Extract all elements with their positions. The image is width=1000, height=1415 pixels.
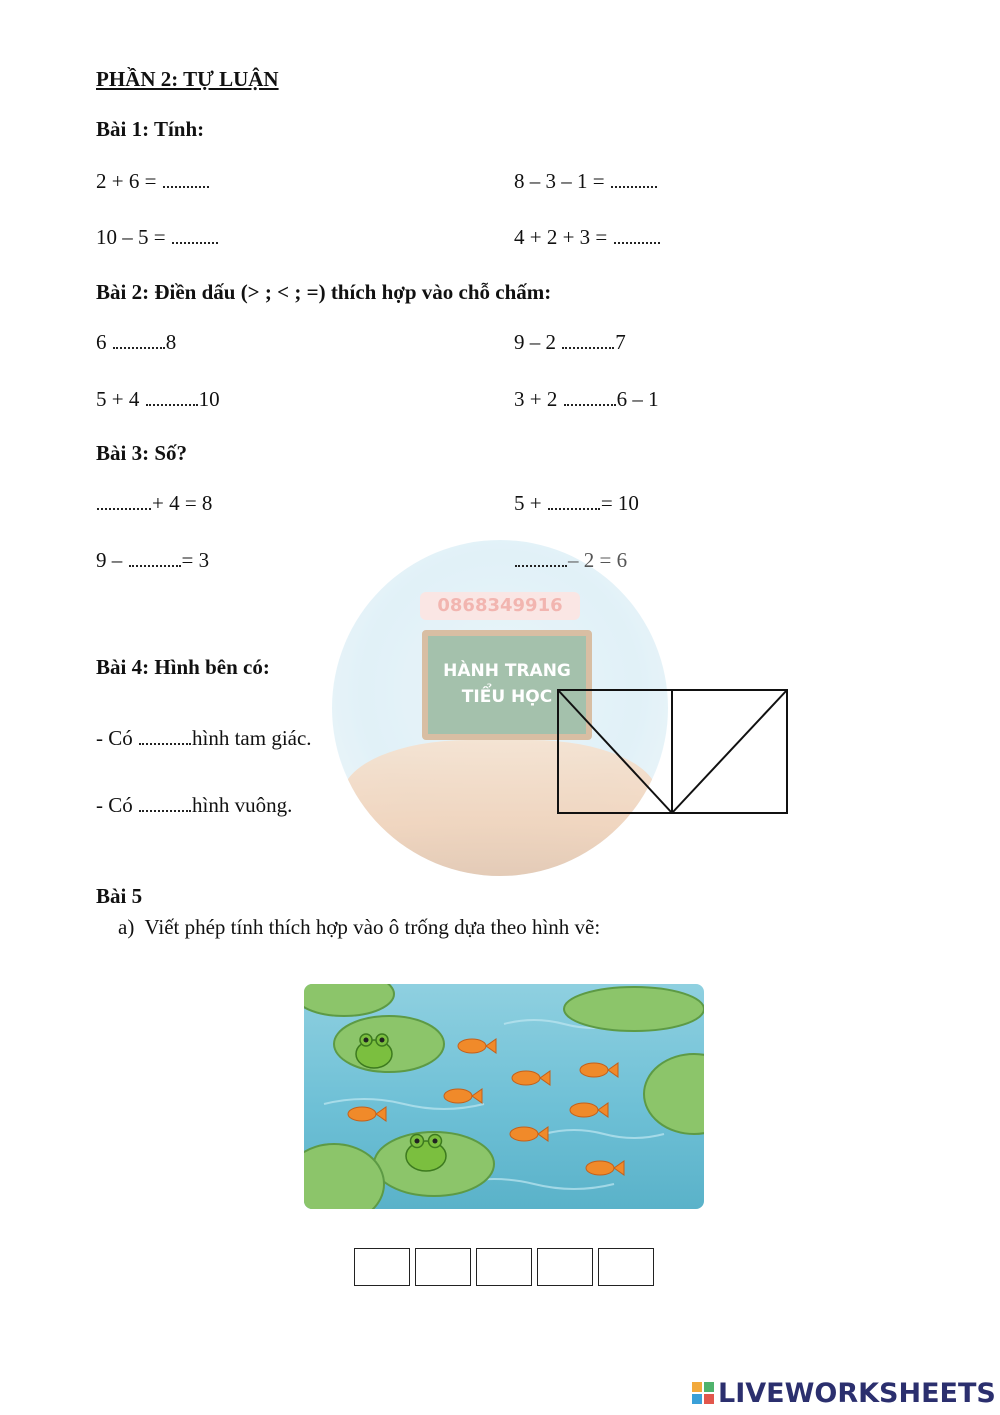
ex4-question-1 [96, 728, 312, 749]
geometry-figure [556, 688, 790, 816]
fish-icon [570, 1103, 608, 1117]
logo-text: LIVEWORKSHEETS [718, 1377, 996, 1409]
logo-grid-icon [692, 1382, 714, 1404]
ex3-item-4 [514, 550, 627, 571]
ex1-item-1 [96, 171, 210, 192]
answer-box-3[interactable] [476, 1248, 532, 1286]
ex4-q2-prefix: - Có [96, 793, 133, 817]
lily-pad [564, 987, 704, 1031]
ex3-answer-4[interactable] [515, 564, 567, 567]
lily-pad [334, 1016, 444, 1072]
ex3-left-3: 9 – [96, 548, 123, 572]
ex4-q1-prefix: - Có [96, 726, 133, 750]
ex3-item-3 [96, 550, 209, 571]
ex3-answer-2[interactable] [548, 507, 600, 510]
fish-icon [510, 1127, 548, 1141]
ex2-right-3: 10 [198, 387, 220, 411]
ex1-item-3 [96, 227, 219, 248]
ex3-right-4: – 2 = 6 [568, 548, 628, 572]
ex5-part-a [118, 917, 600, 938]
ex1-title: Bài 1: Tính: [96, 117, 205, 141]
ex2-item-1 [96, 332, 176, 353]
ex1-item-4 [514, 227, 661, 248]
ex2-answer-2[interactable] [562, 346, 614, 349]
ex3-item-1 [96, 493, 212, 514]
ex3-right-1: + 4 = 8 [152, 491, 213, 515]
ex2-right-1: 8 [165, 330, 177, 354]
ex4-title: Bài 4: Hình bên có: [96, 655, 270, 679]
watermark-line1: HÀNH TRANG [443, 661, 571, 681]
ex4-answer-squares[interactable] [139, 809, 191, 812]
ex1-expr-2: 8 – 3 – 1 = [514, 169, 605, 193]
ex2-answer-1[interactable] [113, 346, 165, 349]
figure-left-diagonal [558, 690, 672, 813]
ex4-question-2 [96, 795, 292, 816]
watermark-phone: 0868349916 [420, 592, 580, 620]
ex1-answer-4[interactable] [614, 241, 660, 244]
ex3-right-3: = 3 [181, 548, 210, 572]
ex2-answer-3[interactable] [146, 403, 198, 406]
ex2-answer-4[interactable] [564, 403, 616, 406]
pond-scene [304, 984, 704, 1209]
section-title: PHẦN 2: TỰ LUẬN [96, 67, 279, 91]
figure-right-diagonal [672, 690, 787, 813]
liveworksheets-logo [692, 1376, 996, 1410]
fish-icon [444, 1089, 482, 1103]
ex1-answer-1[interactable] [163, 185, 209, 188]
ex4-q1-suffix: hình tam giác. [192, 726, 312, 750]
answer-box-1[interactable] [354, 1248, 410, 1286]
ex3-right-2: = 10 [600, 491, 639, 515]
ex2-left-4: 3 + 2 [514, 387, 558, 411]
ex2-right-2: 7 [615, 330, 626, 354]
ex3-item-2 [514, 493, 639, 514]
fish-icon [580, 1063, 618, 1077]
ex5-title: Bài 5 [96, 884, 143, 908]
ex2-item-3 [96, 389, 220, 410]
lily-pad [304, 1144, 384, 1209]
fish-icon [586, 1161, 624, 1175]
ex2-left-2: 9 – 2 [514, 330, 556, 354]
ex2-right-4: 6 – 1 [616, 387, 659, 411]
ex1-expr-1: 2 + 6 = [96, 169, 157, 193]
ex3-answer-1[interactable] [97, 507, 151, 510]
ex2-left-3: 5 + 4 [96, 387, 140, 411]
ex3-answer-3[interactable] [129, 564, 181, 567]
pond-illustration [304, 984, 704, 1209]
ex2-title: Bài 2: Điền dấu (> ; < ; =) thích hợp vào chỗ chấm: [96, 280, 552, 304]
fish-icon [458, 1039, 496, 1053]
ex1-answer-3[interactable] [172, 241, 218, 244]
ex2-item-2 [514, 332, 626, 353]
ex3-title: Bài 3: Số? [96, 441, 188, 465]
lily-pad [304, 984, 394, 1016]
lily-pad [644, 1054, 704, 1134]
ex3-left-2: 5 + [514, 491, 542, 515]
answer-box-4[interactable] [537, 1248, 593, 1286]
answer-box-2[interactable] [415, 1248, 471, 1286]
ex2-item-4 [514, 389, 659, 410]
ex1-answer-2[interactable] [611, 185, 657, 188]
ex5-part-a-marker: a) [118, 915, 135, 939]
ex5-part-a-text: Viết phép tính thích hợp vào ô trống dựa theo hình vẽ: [144, 915, 601, 939]
fish-icon [348, 1107, 386, 1121]
ex1-item-2 [514, 171, 658, 192]
fish-icon [512, 1071, 550, 1085]
ex4-answer-triangles[interactable] [139, 742, 191, 745]
ex2-left-1: 6 [96, 330, 107, 354]
watermark-line2: TIỂU HỌC [461, 687, 553, 707]
ex1-expr-4: 4 + 2 + 3 = [514, 225, 608, 249]
ex1-expr-3: 10 – 5 = [96, 225, 166, 249]
ex4-q2-suffix: hình vuông. [192, 793, 293, 817]
answer-box-5[interactable] [598, 1248, 654, 1286]
